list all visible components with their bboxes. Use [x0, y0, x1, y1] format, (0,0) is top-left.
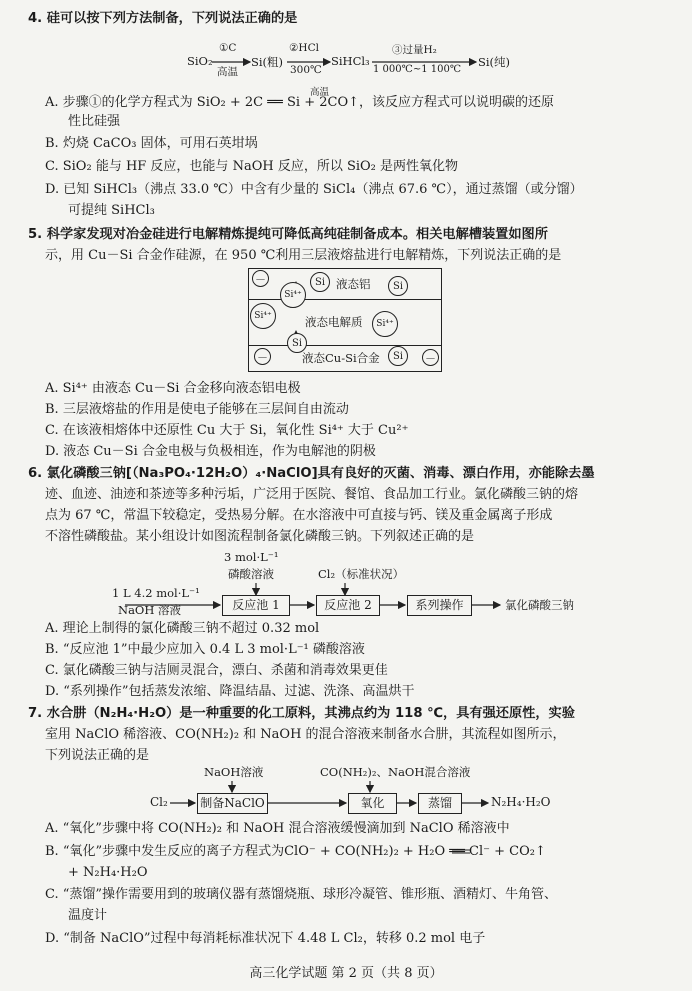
q4-stem: 4. 硅可以按下列方法制备，下列说法正确的是 — [28, 11, 298, 26]
q4-step1-reagent: ①C — [219, 42, 237, 54]
q4-option-a: A. 步骤①的化学方程式为 SiO₂ + 2C ══ Si + 2CO↑，该反应方程式可以说明碳的还原 — [45, 95, 554, 110]
q4-option-c: C. SiO₂ 能与 HF 反应，也能与 NaOH 反应，所以 SiO₂ 是两性氧化物 — [45, 159, 459, 174]
layer-bottom-label: 液态Cu-Si合金 — [302, 351, 380, 365]
q4-optA-condition: 高温 — [310, 87, 330, 98]
electrode-minus-bottom-left-icon: － — [254, 348, 271, 365]
atom-si-bottom: Si — [287, 333, 307, 353]
q6-input-cl2: Cl₂（标准状况） — [318, 567, 405, 581]
q4-step3-reagent: ③过量H₂ — [392, 44, 437, 56]
q6-stem-1: 6. 氯化磷酸三钠[（Na₃PO₄·12H₂O）₄·NaClO]具有良好的灭菌、消毒、漂白作用，亦能除去墨 — [28, 466, 595, 481]
q6-input-h3po4: 磷酸溶液 — [228, 567, 274, 581]
q7-option-b-cont: + N₂H₄·H₂O — [68, 865, 148, 880]
q7-option-c: C. “蒸馏”操作需要用到的玻璃仪器有蒸馏烧瓶、球形冷凝管、锥形瓶、酒精灯、牛角管、 — [45, 887, 558, 902]
q6-reactor-2: 反应池 2 — [316, 595, 380, 616]
ion-si4-mid-right: Si⁴⁺ — [372, 311, 398, 337]
q6-product: 氯化磷酸三钠 — [505, 598, 574, 612]
q6-option-d: D. “系列操作”包括蒸发浓缩、降温结晶、过滤、洗涤、高温烘干 — [45, 684, 415, 699]
q4-option-b: B. 灼烧 CaCO₃ 固体，可用石英坩埚 — [45, 136, 258, 151]
q5-stem-2: 示，用 Cu－Si 合金作硅源，在 950 ℃利用三层液熔盐进行电解精炼，下列说法正确的是 — [45, 248, 562, 263]
q7-stem-2: 室用 NaClO 稀溶液、CO(NH₂)₂ 和 NaOH 的混合溶液来制备水合肼，其流程如图所示， — [45, 727, 566, 742]
q6-input-naoh: NaOH 溶液 — [118, 603, 182, 617]
q4-si-crude: Si(粗) — [251, 55, 284, 69]
q7-oxidation: 氧化 — [348, 793, 397, 814]
q5-option-b: B. 三层液熔盐的作用是使电子能够在三层间自由流动 — [45, 402, 349, 417]
q7-option-b: B. “氧化”步骤中发生反应的离子方程式为ClO⁻ + CO(NH₂)₂ + H₂O ══ Cl⁻ + CO₂↑ — [45, 844, 546, 859]
q4-step2-reagent: ②HCl — [289, 42, 319, 54]
atom-si-bottom-right: Si — [388, 346, 408, 366]
ion-si4-top: Si⁴⁺ — [280, 282, 306, 308]
q7-product: N₂H₄·H₂O — [491, 795, 551, 809]
q4-step3-condition: 1 000℃~1 100℃ — [373, 64, 462, 75]
q5-option-c: C. 在该液相熔体中还原性 Cu 大于 Si，氧化性 Si⁴⁺ 大于 Cu²⁺ — [45, 423, 409, 438]
layer-mid-label: 液态电解质 — [305, 315, 363, 329]
q6-option-c: C. 氯化磷酸三钠与洁厕灵混合，漂白、杀菌和消毒效果更佳 — [45, 663, 388, 678]
q6-reactor-1: 反应池 1 — [222, 595, 290, 616]
q6-series-operations: 系列操作 — [407, 595, 472, 616]
atom-si-top: Si — [310, 272, 330, 292]
q7-stem-1: 7. 水合肼（N₂H₄·H₂O）是一种重要的化工原料，其沸点约为 118 ℃，具有强还原性，实验 — [28, 706, 575, 721]
q5-option-a: A. Si⁴⁺ 由液态 Cu－Si 合金移向液态铝电极 — [45, 381, 301, 396]
ion-si4-mid-left: Si⁴⁺ — [250, 303, 276, 329]
q7-input-cl2: Cl₂ — [150, 795, 168, 809]
q4-option-d: D. 已知 SiHCl₃（沸点 33.0 ℃）中含有少量的 SiCl₄（沸点 67.6 ℃），通过蒸馏（或分馏） — [45, 182, 583, 197]
q4-option-d-cont: 可提纯 SiHCl₃ — [68, 203, 155, 218]
q4-sihcl3: SiHCl₃ — [331, 54, 370, 68]
q6-option-a: A. 理论上制得的氯化磷酸三钠不超过 0.32 mol — [45, 621, 320, 636]
q7-prepare-naclo: 制备NaClO — [197, 793, 268, 814]
q7-stem-3: 下列说法正确的是 — [45, 748, 150, 763]
q4-step2-condition: 300℃ — [290, 64, 322, 76]
q5-option-d: D. 液态 Cu－Si 合金电极与负极相连，作为电解池的阴极 — [45, 444, 376, 459]
q6-input-naoh-conc: 1 L 4.2 mol·L⁻¹ — [112, 586, 200, 600]
q7-option-d: D. “制备 NaClO”过程中每消耗标准状况下 4.48 L Cl₂，转移 0.2 mol 电子 — [45, 931, 486, 946]
q6-stem-2: 迹、血迹、油迹和茶迹等多种污垢，广泛用于医院、餐馆、食品加工行业。氯化磷酸三钠的熔 — [45, 487, 579, 502]
q4-step1-condition: 高温 — [217, 66, 238, 78]
q6-stem-4: 不溶性磷酸盐。某小组设计如图流程制备氯化磷酸三钠。下列叙述正确的是 — [45, 529, 475, 544]
q4-si-pure: Si(纯) — [478, 55, 511, 69]
q7-input-naoh: NaOH溶液 — [204, 765, 264, 779]
electrode-minus-top-icon: － — [252, 270, 269, 287]
q7-distillation: 蒸馏 — [418, 793, 462, 814]
q4-sio2: SiO₂ — [187, 54, 213, 68]
q5-stem-1: 5. 科学家发现对冶金硅进行电解精炼提纯可降低高纯硅制备成本。相关电解槽装置如图所 — [28, 227, 548, 242]
q7-option-a: A. “氧化”步骤中将 CO(NH₂)₂ 和 NaOH 混合溶液缓慢滴加到 NaClO 稀溶液中 — [45, 821, 510, 836]
q6-input-h3po4-conc: 3 mol·L⁻¹ — [224, 550, 279, 564]
cell-divider-bottom — [248, 345, 442, 346]
cell-divider-top — [248, 299, 442, 300]
q6-option-b: B. “反应池 1”中最少应加入 0.4 L 3 mol·L⁻¹ 磷酸溶液 — [45, 642, 365, 657]
electrode-minus-bottom-right-icon: － — [422, 349, 439, 366]
atom-si-top-right: Si — [388, 276, 408, 296]
q7-input-urea-naoh: CO(NH₂)₂、NaOH混合溶液 — [320, 765, 471, 779]
page-footer: 高三化学试题 第 2 页（共 8 页） — [249, 966, 443, 981]
q6-stem-3: 点为 67 ℃，常温下较稳定，受热易分解。在水溶液中可直接与钙、镁及重金属离子形成 — [45, 508, 553, 523]
q4-option-a-cont: 性比硅强 — [68, 114, 121, 129]
q7-option-c-cont: 温度计 — [68, 908, 108, 923]
layer-top-label: 液态铝 — [336, 277, 371, 291]
